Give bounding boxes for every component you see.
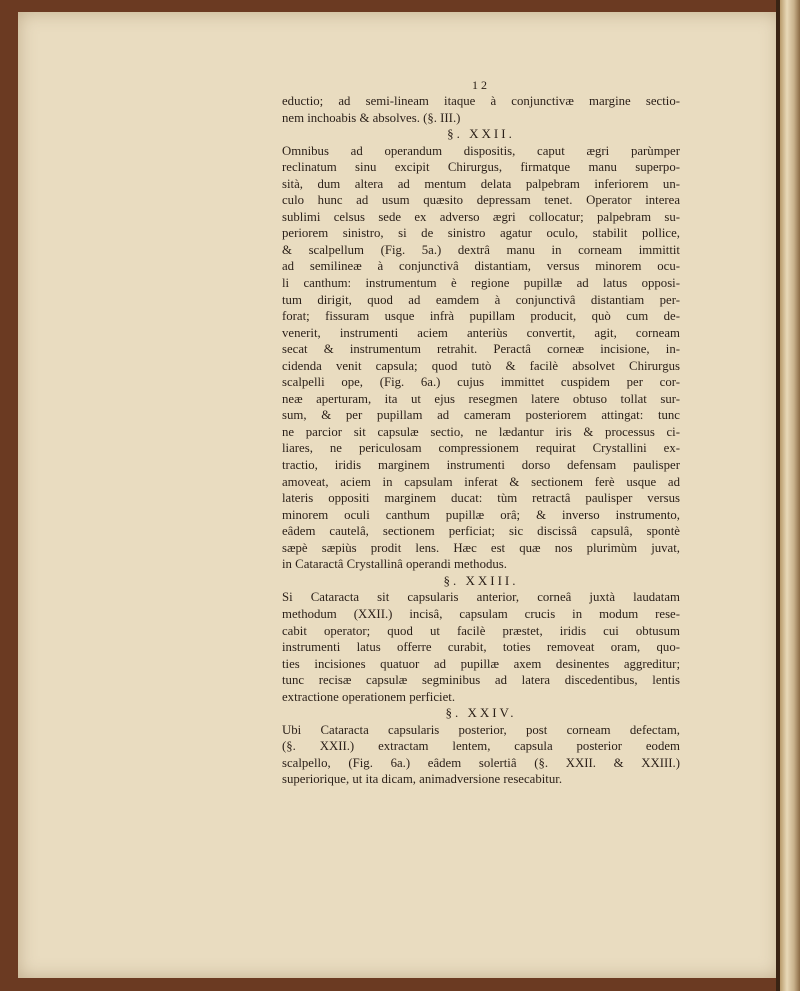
text-line: sità, dum altera ad mentum delata palpebram inferiorem un- [282,176,680,191]
text-line: ties incisiones quatuor ad pupillæ axem desinentes aggreditur; [282,656,680,671]
intro-paragraph [282,93,680,126]
section-heading-24: §. XXIV. [445,705,517,721]
text-line: venerit, instrumenti aciem anteriùs convertit, agit, corneam [282,325,680,340]
text-line: extractione operationem perficiet. [282,689,456,704]
text-line: nem inchoabis & absolves. (§. III.) [282,110,461,125]
text-line: periorem sinistro, si de sinistro agatur oculo, stabilit pollice, [282,226,680,241]
text-line: scalpelli ope, (Fig. 6a.) cujus immittet cuspidem per cor- [282,375,680,390]
text-line: (§. XXII.) extractam lentem, capsula posterior eodem [282,739,680,754]
text-line: scalpello, (Fig. 6a.) eâdem solertiâ (§. XXII. & XXIII.) [282,755,680,770]
text-line: sublimi celsus sede ex adverso ægri collocatur; palpebram su- [282,209,680,224]
text-line: sæpè sæpiùs prodit lens. Hæc est quæ nos plurimùm juvat, [282,540,680,555]
text-line: sum, & per pupillam ad cameram posteriorem attingat: tunc [282,408,680,423]
text-line: reclinatum sinu excipit Chirurgus, firmatque manu superpo- [282,160,680,175]
text-line: culo hunc ad usum quæsito depressam tenet. Operator interea [282,193,680,208]
text-line: & scalpellum (Fig. 5a.) dextrâ manu in corneam immittit [282,242,680,257]
text-line: in Cataractâ Crystallinâ operandi methodus. [282,557,507,572]
text-line: Ubi Cataracta capsularis posterior, post corneam defectam, [282,722,680,737]
text-line: minorem oculi canthum pupillæ orâ; & inverso instrumento, [282,507,680,522]
paragraph-24 [282,722,680,788]
text-line: amoveat, aciem in capsulam inferat & sectionem ferè usque ad [282,474,680,489]
text-line: Si Cataracta sit capsularis anterior, corneâ juxtà laudatam [282,590,680,605]
text-line: superiorique, ut ita dicam, animadversione resecabitur. [282,772,563,787]
text-line: instrumenti latus offerre curabit, toties removeat oram, quo- [282,640,680,655]
text-line: tum dirigit, quod ad eamdem à conjunctivâ distantiam per- [282,292,680,307]
text-line: li canthum: instrumentum è regione pupillæ ad latus opposi- [282,276,680,291]
text-line: tractio, iridis marginem instrumenti dorso defensam paulisper [282,458,680,473]
text-line: Omnibus ad operandum dispositis, caput ægri parùmper [282,143,680,158]
text-line: ad semilineæ à conjunctivâ distantiam, versus minorem ocu- [282,259,680,274]
paragraph-23 [282,589,680,705]
text-line: secat & instrumentum retrahit. Peractâ corneæ incisione, in- [282,342,680,357]
book-spine-edge [780,0,800,991]
text-line: lateris oppositi marginem ducat: tùm retractâ paulisper versus [282,491,680,506]
section-heading-22: §. XXII. [447,126,515,142]
text-line: methodum (XXII.) incisâ, capsulam crucis in modum rese- [282,606,680,621]
text-line: cabit operator; quod ut facilè præstet, iridis cui obtusum [282,623,680,638]
text-line: neæ aperturam, ita ut ejus resegmen latere obtuso tollat sur- [282,391,680,406]
text-line: liares, ne periculosam compressionem requirat Crystallini ex- [282,441,680,456]
text-line: eductio; ad semi-lineam itaque à conjunctivæ margine sectio- [282,94,680,108]
page-text-block [282,78,680,788]
page-number: 12 [472,78,490,92]
text-line: eâdem cautelâ, sectionem perficiat; sic discissâ capsulâ, spontè [282,524,680,539]
text-line: ne parcior sit capsulæ sectio, ne lædantur iris & processus ci- [282,424,680,439]
text-line: cidenda venit capsula; quod tutò & facilè absolvet Chirurgus [282,358,680,373]
section-heading-23: §. XXIII. [443,572,519,588]
text-line: tunc recisæ capsulæ segminibus ad latera discedentibus, lentis [282,673,680,688]
paragraph-22 [282,143,680,573]
text-line: forat; fissuram usque infrà pupillam producit, quò cum de- [282,309,680,324]
